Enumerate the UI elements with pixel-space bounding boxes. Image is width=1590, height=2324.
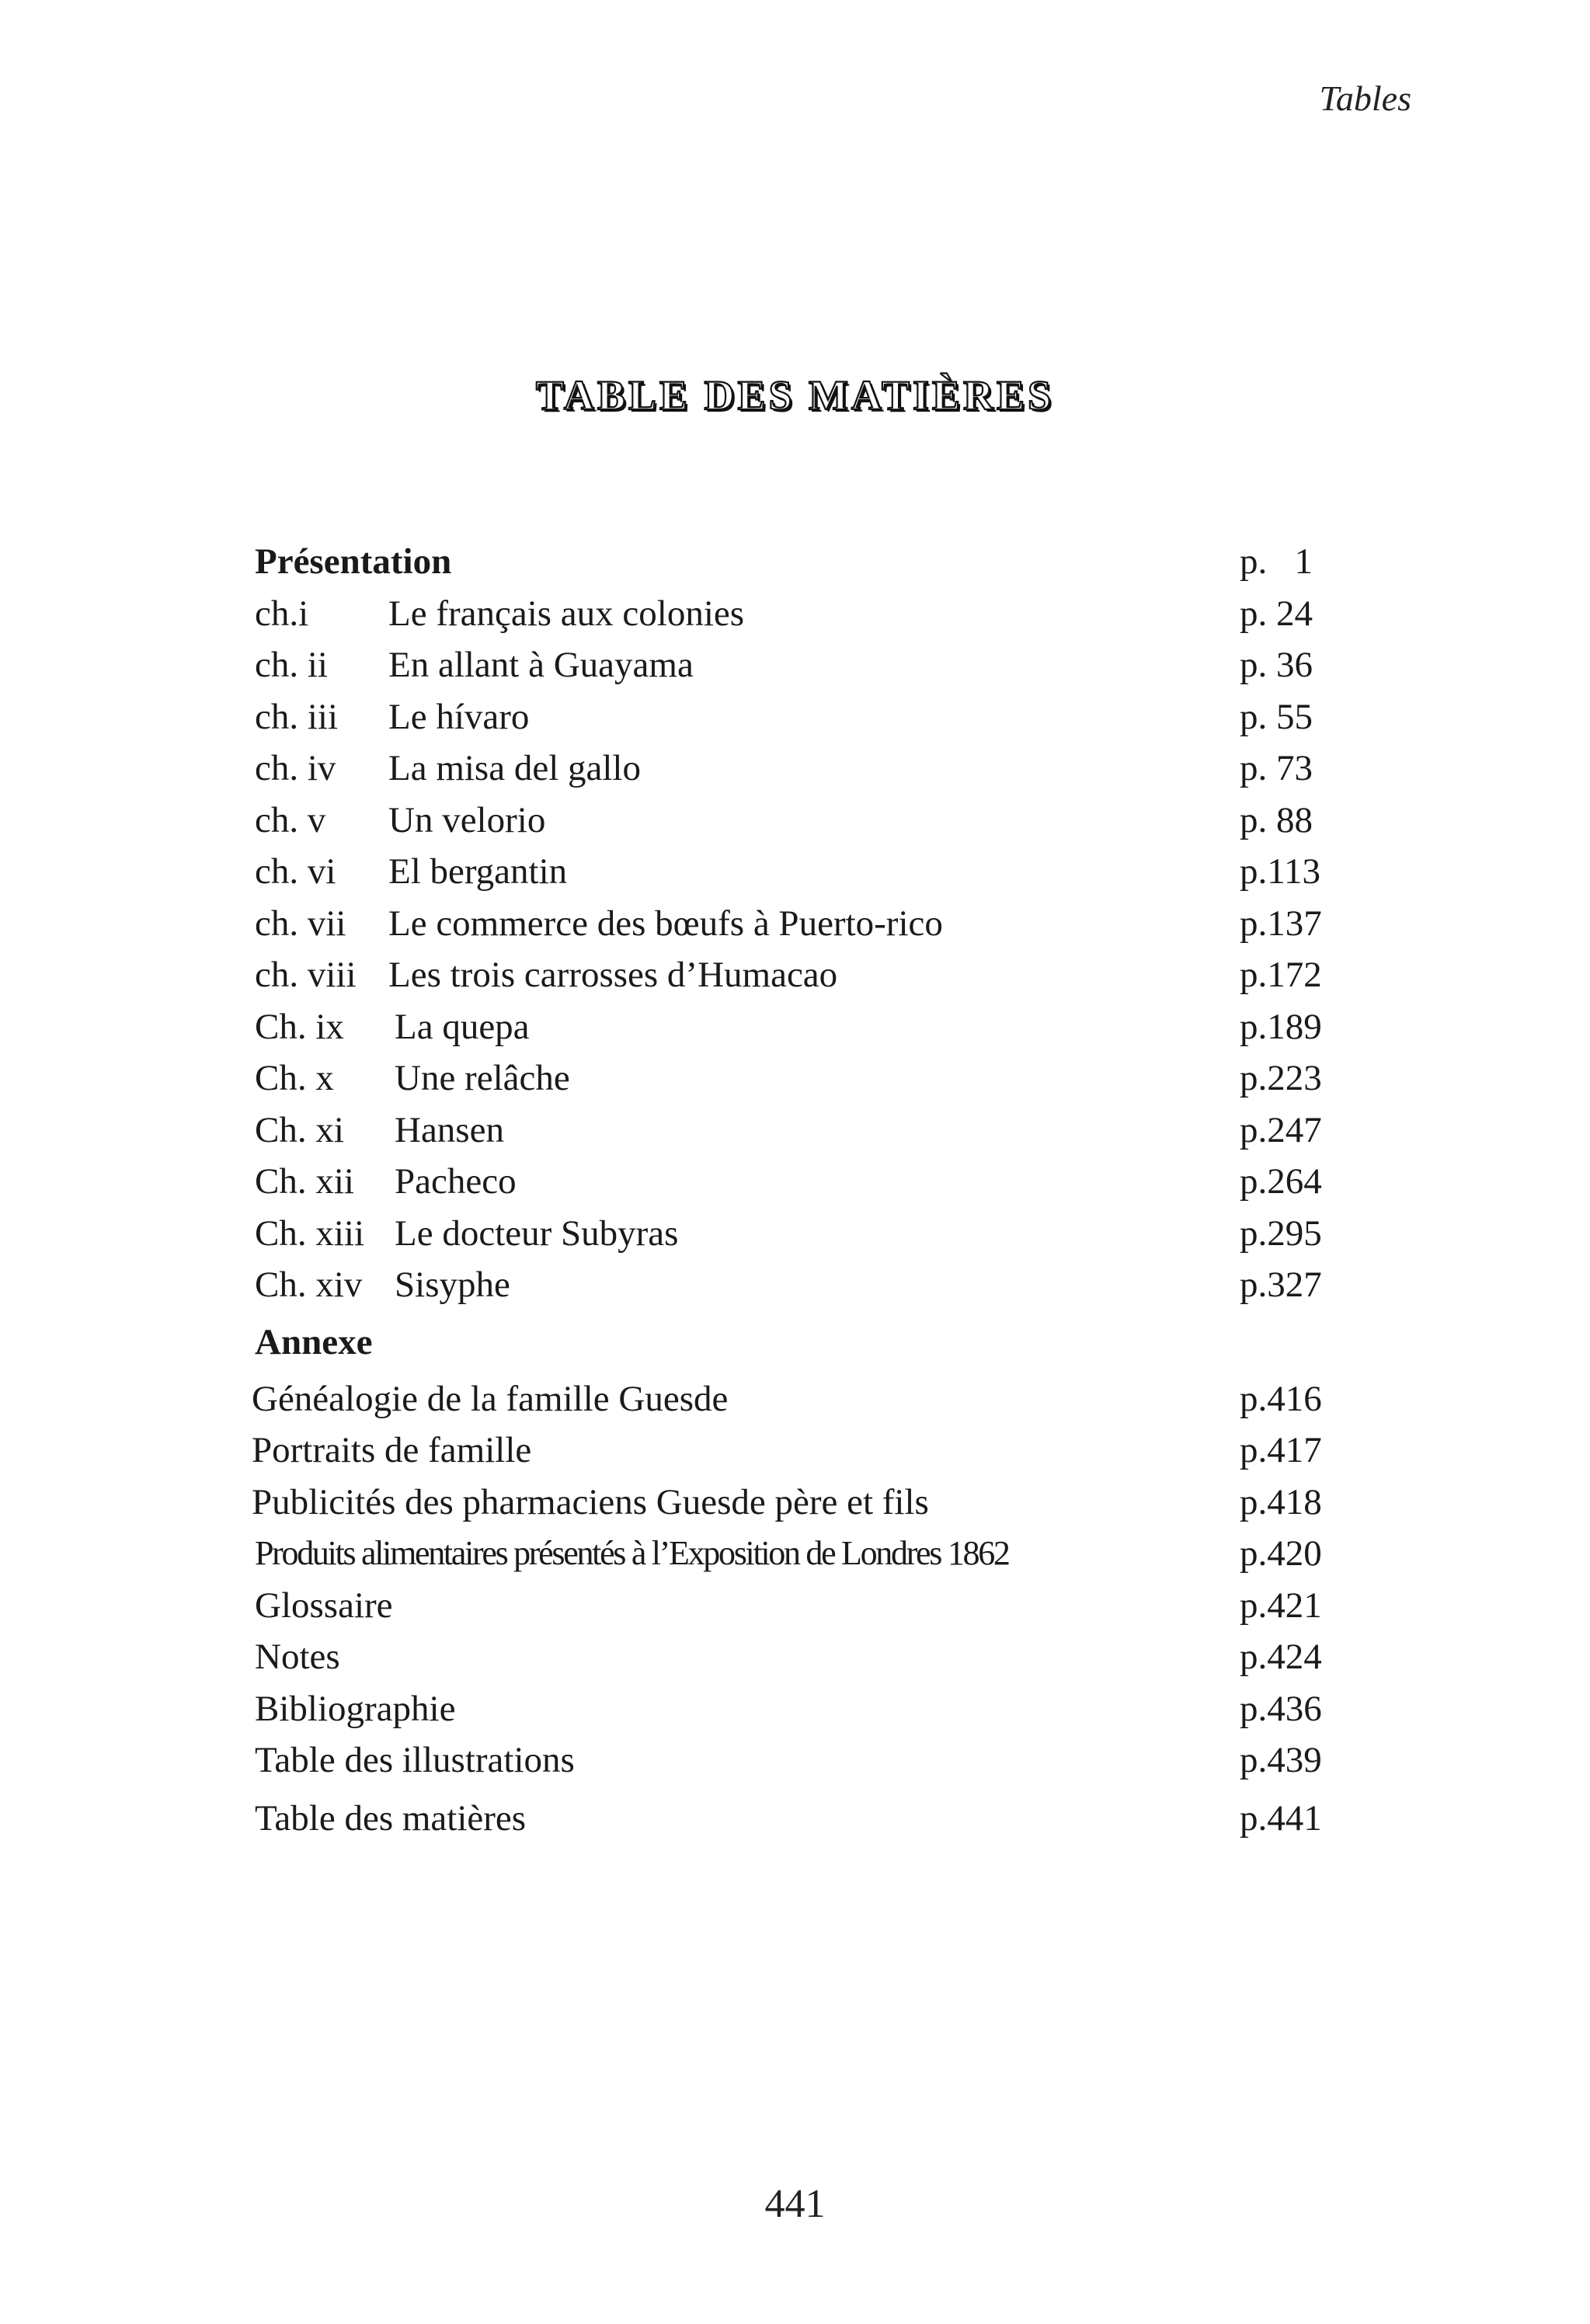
table-of-contents [252,536,1334,1844]
page-number: p. 88 [1240,799,1313,840]
annexe-title: Table des matières [255,1797,527,1839]
toc-entry-chapter[interactable] [255,1156,1334,1208]
toc-entry-chapter[interactable] [255,846,1334,898]
page-number: p.113 [1240,851,1321,892]
toc-entry-chapter[interactable] [255,795,1334,847]
annexe-title: Produits alimentaires présentés à l’Exposition de Londres 1862 [255,1534,1009,1572]
chapter-number: ch. viii [255,955,357,995]
chapter-title: Le commerce des bœufs à Puerto-rico [388,903,943,944]
toc-entry-annexe[interactable] [255,1631,1334,1683]
toc-entry-chapter[interactable] [255,1105,1334,1157]
page-number: p.295 [1240,1212,1322,1254]
toc-entry-annexe[interactable] [255,1683,1334,1735]
annexe-title: Portraits de famille [252,1430,532,1470]
page-number: p.189 [1240,1006,1322,1047]
chapter-title: El bergantin [388,851,568,892]
page-number: p.264 [1240,1161,1322,1202]
toc-entry-chapter[interactable] [255,639,1334,691]
annexe-title: Glossaire [255,1585,393,1626]
page-number: p.436 [1240,1688,1322,1729]
page-number: p.416 [1240,1378,1322,1419]
page-number: p.247 [1240,1109,1322,1150]
page-number: p.172 [1240,955,1322,995]
chapter-title: En allant à Guayama [388,645,694,685]
page-number: p.424 [1240,1637,1322,1677]
toc-entry-chapter[interactable] [255,743,1334,795]
toc-entry-chapter[interactable] [255,949,1334,1001]
page-title: TABLE DES MATIÈRES [535,372,1055,419]
page-number: p. 36 [1240,645,1313,685]
chapter-title: Hansen [395,1109,504,1150]
toc-entry-chapter[interactable] [255,588,1334,640]
page-number: p.223 [1240,1058,1322,1098]
toc-entry-annexe[interactable] [255,1793,1334,1845]
toc-entry-chapter[interactable] [255,691,1334,743]
toc-entry-chapter[interactable] [255,1208,1334,1260]
chapter-number: Ch. xii [255,1161,354,1202]
annexe-title: Bibliographie [255,1688,456,1729]
chapter-title: La quepa [395,1006,530,1047]
section-heading-annexe: Annexe [255,1321,373,1362]
toc-entry-chapter[interactable] [255,1259,1334,1311]
chapter-number: ch. v [255,799,326,840]
chapter-number: ch.i [255,593,309,634]
toc-entry-annexe[interactable] [255,1528,1334,1580]
chapter-title: Le français aux colonies [388,593,745,634]
annexe-title: Notes [255,1637,340,1677]
toc-entry-annexe[interactable] [252,1477,1334,1529]
chapter-title: Pacheco [395,1161,517,1202]
toc-entry-presentation[interactable] [255,536,1334,588]
page-number: p. 24 [1240,593,1313,634]
page-number: p.417 [1240,1430,1322,1470]
toc-entry-annexe[interactable] [252,1425,1334,1477]
section-heading-annexe-row [255,1311,1334,1373]
page-number: p. 73 [1240,748,1313,788]
chapter-title: Le docteur Subyras [395,1212,679,1254]
chapter-number: ch. ii [255,645,328,685]
page-number: p.439 [1240,1740,1322,1780]
toc-entry-chapter[interactable] [255,1052,1334,1105]
toc-entry-annexe[interactable] [252,1373,1334,1425]
chapter-number: ch. vii [255,903,346,944]
page-number: p.137 [1240,903,1322,944]
page-number-footer: 441 [764,2182,826,2226]
chapter-title: Une relâche [395,1058,570,1098]
page-number: p. 55 [1240,696,1313,737]
page-number: p.421 [1240,1585,1322,1626]
chapter-number: ch. vi [255,851,336,892]
chapter-number: Ch. ix [255,1006,344,1047]
chapter-title: Le hívaro [388,696,530,737]
chapter-title: Les trois carrosses d’Humacao [388,955,838,995]
page-number: p.418 [1240,1481,1322,1522]
chapter-title: Sisyphe [395,1265,510,1305]
chapter-number: Ch. x [255,1058,334,1098]
chapter-number: ch. iii [255,696,339,737]
chapter-title: Un velorio [388,799,546,840]
toc-entry-chapter[interactable] [255,898,1334,950]
page-number: p.441 [1240,1797,1322,1839]
chapter-number: ch. iv [255,748,336,788]
page-number: p.420 [1240,1533,1322,1574]
chapter-title: La misa del gallo [388,748,641,788]
toc-entry-annexe[interactable] [255,1580,1334,1632]
annexe-title: Généalogie de la famille Guesde [252,1378,729,1419]
chapter-number: Ch. xiv [255,1265,363,1305]
running-head: Tables [1319,78,1411,118]
annexe-title: Table des illustrations [255,1740,575,1780]
annexe-title: Publicités des pharmaciens Guesde père et fils [252,1481,929,1522]
page-number: p.327 [1240,1265,1322,1305]
toc-entry-chapter[interactable] [255,1001,1334,1053]
section-heading-presentation: Présentation [255,541,452,582]
toc-entry-annexe[interactable] [255,1734,1334,1786]
page-number: p. 1 [1240,541,1313,582]
chapter-number: Ch. xi [255,1109,344,1150]
chapter-number: Ch. xiii [255,1212,365,1254]
